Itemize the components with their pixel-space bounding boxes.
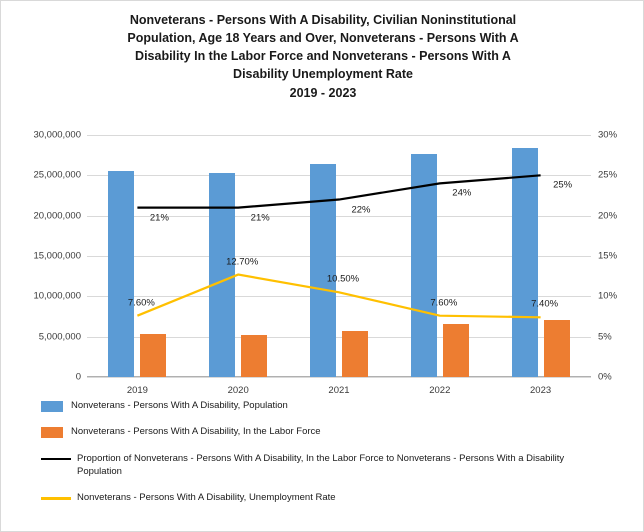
data-label-proportion: 21% (149, 212, 169, 224)
chart-title (41, 11, 605, 102)
chart-title-line-3: Disability In the Labor Force and Nonveterans - Persons With A (135, 49, 511, 64)
chart-title-line-4: Disability Unemployment Rate (233, 67, 413, 82)
legend-item-population[interactable] (41, 399, 611, 412)
y-axis-right-tick: 10% (598, 290, 618, 302)
legend-item-proportion[interactable] (41, 452, 611, 479)
legend-label-unemployment-rate: Nonveterans - Persons With A Disability, Unemployment Rate (77, 492, 336, 504)
y-axis-right-tick: 30% (598, 129, 618, 141)
y-axis-right-tick: 15% (598, 250, 618, 262)
chart-title-line-2: Population, Age 18 Years and Over, Nonveterans - Persons With A (127, 31, 519, 46)
x-axis-tick: 2023 (530, 385, 552, 396)
x-axis-tick: 2019 (126, 385, 148, 396)
legend-item-unemployment-rate[interactable] (41, 491, 611, 504)
x-axis-tick: 2020 (227, 385, 249, 396)
y-axis-right-tick: 0% (598, 371, 612, 383)
gridline (87, 377, 591, 378)
legend-label-population: Nonveterans - Persons With A Disability, Population (71, 400, 288, 411)
y-axis-left-tick: 25,000,000 (33, 169, 81, 181)
data-label-unemployment-rate: 7.40% (531, 298, 559, 310)
legend-label-labor-force: Nonveterans - Persons With A Disability, In the Labor Force (71, 426, 321, 438)
chart-legend (41, 399, 611, 517)
data-label-unemployment-rate: 7.60% (430, 297, 458, 309)
data-label-proportion: 21% (250, 212, 270, 224)
line-proportion (137, 175, 540, 207)
x-axis-tick: 2021 (328, 385, 350, 396)
data-label-unemployment-rate: 10.50% (326, 273, 360, 285)
y-axis-left-tick: 10,000,000 (33, 290, 81, 302)
y-axis-right-tick: 20% (598, 210, 618, 222)
data-label-proportion: 22% (351, 204, 371, 216)
y-axis-left-tick: 30,000,000 (33, 129, 81, 141)
y-axis-right-tick: 25% (598, 169, 618, 181)
data-label-unemployment-rate: 7.60% (127, 297, 155, 309)
legend-line-proportion (41, 454, 71, 464)
legend-swatch-population (41, 401, 63, 412)
legend-swatch-labor-force (41, 427, 63, 438)
chart-title-line-1: Nonveterans - Persons With A Disability, Civilian Noninstitutional (129, 13, 517, 27)
plot-area (33, 129, 618, 396)
line-series-overlay (87, 135, 591, 377)
y-axis-left-tick: 0 (75, 371, 81, 383)
y-axis-left-tick: 5,000,000 (38, 331, 81, 343)
line-unemployment-rate (137, 275, 540, 318)
legend-item-labor-force[interactable] (41, 425, 611, 438)
data-label-proportion: 24% (452, 187, 472, 199)
chart-title-line-5: 2019 - 2023 (289, 85, 357, 100)
y-axis-right-tick: 5% (598, 331, 612, 343)
data-label-proportion: 25% (553, 179, 573, 191)
x-axis-tick: 2022 (429, 385, 451, 396)
y-axis-left-tick: 20,000,000 (33, 210, 81, 222)
legend-label-proportion: Proportion of Nonveterans - Persons With A Disability, In the Labor Force to Nonveterans - Persons With a Disability Population (77, 452, 565, 477)
data-label-unemployment-rate: 12.70% (226, 256, 259, 268)
y-axis-left-tick: 15,000,000 (33, 250, 81, 262)
legend-line-unemployment-rate (41, 493, 71, 503)
